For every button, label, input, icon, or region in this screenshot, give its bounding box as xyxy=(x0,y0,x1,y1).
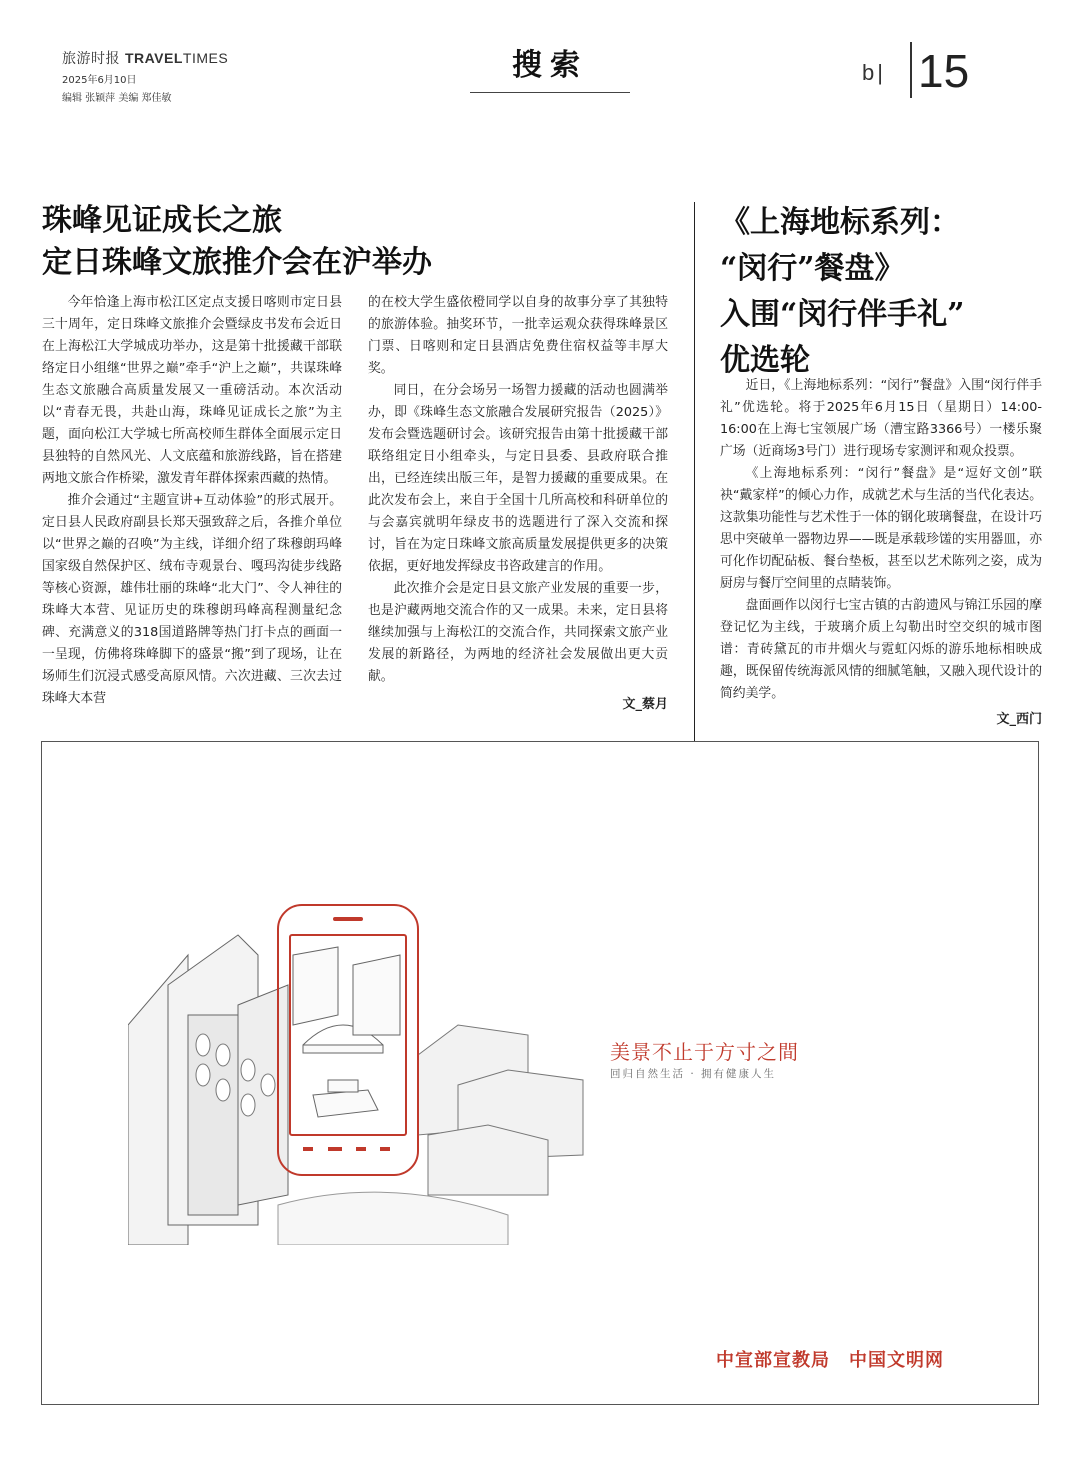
right-article-body xyxy=(720,375,1042,731)
paragraph: 同日，在分会场另一场智力援藏的活动也圆满举办，即《珠峰生态文旅融合发展研究报告（2025）》发布会暨选题研讨会。该研究报告由第十批援藏干部联络组定日小组牵头，与定日县委、县政府联合推出，已经连续出版三年，是智力援藏的重要成果。在此次发布会上，来自于全国十几所高校和科研单位的与会嘉宾就明年绿皮书的选题进行了深入交流和探讨，旨在为定日珠峰文旅高质量发展提供更多的决策依据，更好地发挥绿皮书咨政建言的作用。 xyxy=(368,383,668,574)
paragraph: 推介会通过“主题宣讲+互动体验”的形式展开。定日县人民政府副县长郑天强致辞之后，各推介单位以“世界之巅的召唤”为主线，详细介绍了珠穆朗玛峰国家级自然保护区、绒布寺观景台、嘎玛沟徒步线路等核心资源，雄伟壮丽的珠峰“北大门”、令人神往的珠峰大本营、见证历史的珠穆朗玛峰高程测量纪念碑、充满意义的318国道路牌等热门打卡点的画面一一呈现，仿佛将珠峰脚下的盛景“搬”到了现场，让在场师生们沉浸式感受高原风情。六次进藏、三次去过珠峰大本营 xyxy=(42,493,342,706)
left-article-byline: 文_蔡月 xyxy=(622,697,668,712)
section-underline xyxy=(470,92,630,93)
left-article-column-1 xyxy=(42,292,342,710)
ad-subslogan: 回归自然生活 · 拥有健康人生 xyxy=(610,1068,777,1080)
paragraph: 《上海地标系列：“闵行”餐盘》是“逗好文创”联袂“戴家样”的倾心力作，成就艺术与生活的当代化表达。这款集功能性与艺术性于一体的钢化玻璃餐盘，在设计巧思中突破单一器物边界——既是承载珍馐的实用器皿，亦可化作切配砧板、餐台垫板，甚至以艺术陈列之姿，成为厨房与餐厅空间里的点睛装饰。 xyxy=(720,466,1042,591)
paragraph: 此次推介会是定日县文旅产业发展的重要一步，也是沪藏两地交流合作的又一成果。未来，定日县将继续加强与上海松江的交流合作，共同探索文旅产业发展的新路径，为两地的经济社会发展做出更大贡献。 xyxy=(368,581,668,684)
paragraph: 的在校大学生盛依橙同学以自身的故事分享了其独特的旅游体验。抽奖环节，一批幸运观众获得珠峰景区门票、日喀则和定日县酒店免费住宿权益等丰厚大奖。 xyxy=(368,295,668,376)
left-article-column-2 xyxy=(368,292,668,716)
issue-date: 2025年6月10日 xyxy=(62,75,137,86)
masthead xyxy=(62,48,322,104)
ad-sponsor: 中宣部宣教局 中国文明网 xyxy=(716,1350,944,1371)
water-town-phone-illustration xyxy=(128,895,588,1245)
section-title: 搜索 xyxy=(512,48,588,83)
right-article-headline: 《上海地标系列： “闵行”餐盘》 入围“闵行伴手礼” 优选轮 xyxy=(720,205,965,378)
left-article-headline: 珠峰见证成长之旅 定日珠峰文旅推介会在沪举办 xyxy=(42,203,432,280)
paragraph: 近日，《上海地标系列：“闵行”餐盘》入围“闵行伴手礼”优选轮。将于2025年6月15日（星期日）14:00-16:00在上海七宝领展广场（漕宝路3366号）一楼乐聚广场（近商场3号门）进行现场专家测评和观众投票。 xyxy=(720,378,1042,459)
right-article-byline: 文_西门 xyxy=(996,712,1042,727)
page-number-divider xyxy=(910,42,912,98)
editors-credit: 编辑 张颖萍 美编 郑佳敏 xyxy=(62,93,172,104)
paragraph: 今年恰逢上海市松江区定点支援日喀则市定日县三十周年，定日珠峰文旅推介会暨绿皮书发布会近日在上海松江大学城成功举办，这是第十批援藏干部联络定日小组继“世界之巅”牵手“沪上之巅”，共谋珠峰生态文旅融合高质量发展又一重磅活动。本次活动以“青春无畏，共赴山海，珠峰见证成长之旅”为主题，面向松江大学城七所高校师生群体全面展示定日县独特的自然风光、人文底蕴和旅游线路，旨在搭建两地文旅合作桥梁，激发青年群体探索西藏的热情。 xyxy=(42,295,342,486)
ad-slogan: 美景不止于方寸之間 xyxy=(610,1040,799,1064)
newspaper-name: 旅游时报 TRAVELTIMES xyxy=(62,50,229,67)
column-divider xyxy=(694,202,695,742)
page-number: 15 xyxy=(918,45,970,97)
paragraph: 盘面画作以闵行七宝古镇的古韵遗风与锦江乐园的摩登记忆为主线，于玻璃介质上勾勒出时空交织的城市图谱：青砖黛瓦的市井烟火与霓虹闪烁的游乐地标相映成趣，既保留传统海派风情的细腻笔触，又融入现代设计的简约美学。 xyxy=(720,598,1042,701)
page-marker: b| xyxy=(862,60,886,85)
